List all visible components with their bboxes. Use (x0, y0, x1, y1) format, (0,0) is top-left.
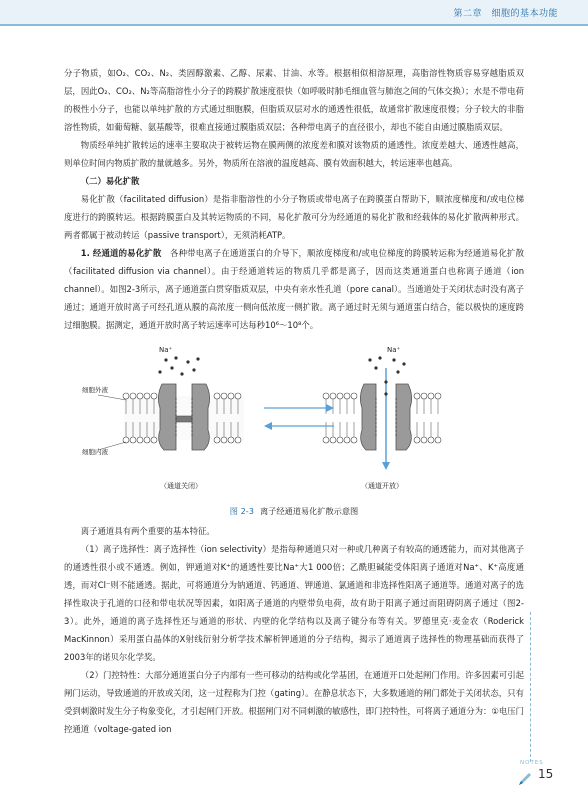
section-heading: （二）易化扩散 (80, 176, 140, 186)
page-number: 15 (538, 767, 554, 781)
paragraph-4 (64, 244, 524, 334)
notes-label: NOTES (520, 760, 544, 766)
channel-diagram (64, 338, 524, 500)
caption-number: 图 2-3 (229, 506, 254, 516)
paragraph-5: 离子通道具有两个重要的基本特征。 (80, 526, 215, 536)
closed-channel (158, 384, 209, 450)
chapter-title: 第二章 细胞的基本功能 (453, 9, 558, 19)
ion-label-left: Na⁺ (159, 346, 173, 354)
header-rule (0, 24, 588, 26)
paragraph-4-text: 各种带电离子在通道蛋白的介导下，顺浓度梯度和/或电位梯度的跨膜转运称为经通道易化扩散（facilitated diffusion via channel）。由于经通道转运的物质几乎都是离子，因而这类通道蛋白也称离子通道（ion channel）。如图2-3所示，离子通道蛋白贯穿脂质双层，中央有亲水性孔道（pore canal）。当通道处于关闭状态时没有离子通过；通道开放时离子可经孔道从膜的高浓度一侧向低浓度一侧扩散。离子通过时无须与通道蛋白结合，能以极快的速度跨过细胞膜。据测定，通道开放时离子转运速率可达每秒10⁶～10⁸个。 (64, 248, 524, 330)
paragraph-1: 分子物质，如O₂、CO₂、N₂、类固醇激素、乙醇、尿素、甘油、水等。根据相似相溶原理，高脂溶性物质容易穿越脂质双层，因此O₂、CO₂、N₂等高脂溶性小分子的跨膜扩散速度很快（如呼吸时肺毛细血管与肺泡之间的气体交换）；水是不带电荷的极性小分子，也能以单纯扩散的方式通过细胞膜，但脂质双层对水的通透性很低，故通常扩散速度很慢；分子较大的非脂溶性物质，如葡萄糖、氨基酸等，很难直接通过膜脂质双层；各种带电离子的直径很小，却也不能自由通过膜脂质双层。 (64, 68, 524, 132)
closed-state-label: （通道关闭） (160, 482, 202, 490)
figure-2-3 (64, 338, 524, 500)
notes-margin (530, 612, 553, 762)
ions-left (158, 356, 199, 375)
figure-caption (64, 502, 524, 520)
subsection-heading: 1. 经通道的易化扩散 (80, 248, 162, 258)
transition-arrows (264, 404, 334, 430)
pencil-icon (516, 770, 534, 788)
outside-label: 细胞外液 (82, 386, 108, 394)
paragraph-2: 物质经单纯扩散转运的速率主要取决于被转运物在膜两侧的浓度差和膜对该物质的通透性。浓度差越大、通透性越高，则单位时间内物质扩散的量就越多。另外，物质所在溶液的温度越高、膜有效面积越大，转运速率也越高。 (64, 140, 524, 168)
caption-text: 离子经通道易化扩散示意图 (259, 506, 359, 516)
open-state-label: （通道开放） (361, 482, 403, 490)
paragraph-7: （2）门控特性：大部分通道蛋白分子内部有一些可移动的结构或化学基团，在通道开口处起闸门作用。许多因素可引起闸门运动，导致通道的开放或关闭，这一过程称为门控（gating）。在静息状态下，大多数通道的闸门都处于关闭状态，只有受到刺激时发生分子构象变化，才引起闸门开放。根据闸门对不同刺激的敏感性，即门控特性，可将离子通道分为：①电压门控通道（voltage-gated ion (64, 670, 524, 734)
ion-label-right: Na⁺ (387, 346, 401, 354)
main-content (64, 64, 524, 738)
paragraph-3: 易化扩散（facilitated diffusion）是指非脂溶性的小分子物质或带电离子在跨膜蛋白帮助下，顺浓度梯度和/或电位梯度进行的跨膜转运。根据跨膜蛋白及其转运物质的不同，易化扩散可分为经通道的易化扩散和经载体的易化扩散两种形式。两者都属于被动转运（passive transport），无须消耗ATP。 (64, 194, 524, 240)
paragraph-6: （1）离子选择性：离子选择性（ion selectivity）是指每种通道只对一种或几种离子有较高的通透能力，而对其他离子的通透性很小或不通透。例如，钾通道对K⁺的通透性要比Na⁺大1 000倍；乙酰胆碱能受体阳离子通道对Na⁺、K⁺高度通透，而对Cl⁻则不能通透。据此，可将通道分为钠通道、钙通道、钾通道、氯通道和非选择性阳离子通道等。通道对离子的选择性取决于孔道的口径和带电状况等因素，如阳离子通道的内壁带负电荷，故有助于阳离子通过而阻碍阴离子通过（图2-3）。此外，通道的离子选择性还与通道的形状、内壁的化学结构以及离子键分布等有关。罗德里克·麦金农（Roderick MacKinnon）采用蛋白晶体的X射线衍射分析学技术解析钾通道的分子结构，揭示了通道离子选择性的物理基础而获得了2003年的诺贝尔化学奖。 (64, 544, 524, 662)
inside-label: 细胞内液 (82, 448, 108, 456)
